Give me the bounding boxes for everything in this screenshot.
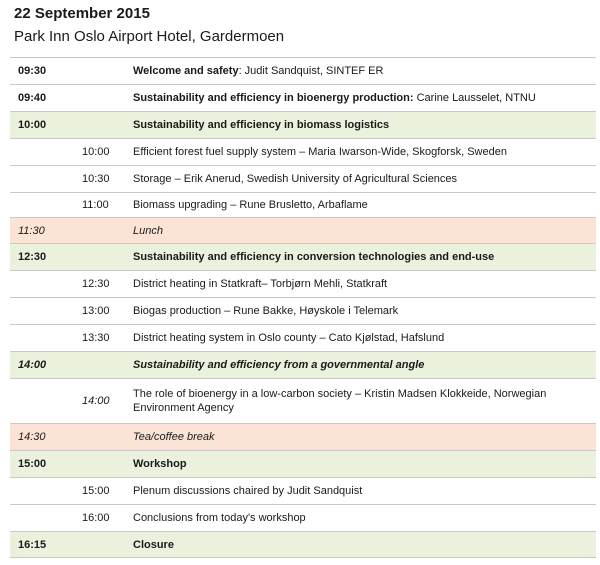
talk-time: 14:00 <box>82 395 110 407</box>
session-time: 09:30 <box>18 65 47 77</box>
agenda-row-section <box>10 351 596 378</box>
talk-title: Biogas production – Rune Bakke, Høyskole i Telemark <box>133 305 399 317</box>
section-title: Sustainability and efficiency in biomass logistics <box>133 119 390 131</box>
section-title: Sustainability and efficiency in conversion technologies and end-use <box>133 251 495 263</box>
session-text <box>133 64 596 78</box>
session-title: Sustainability and efficiency in bioenergy production: <box>133 92 414 104</box>
agenda-table <box>10 57 596 558</box>
talk-title: Conclusions from today's workshop <box>133 512 306 524</box>
agenda-row-session <box>10 57 596 84</box>
session-text <box>133 91 596 105</box>
agenda-row-section <box>10 243 596 270</box>
talk-title: The role of bioenergy in a low-carbon society – Kristin Madsen Klokkeide, Norwegian Environment Agency <box>133 388 547 414</box>
talk-title: Storage – Erik Anerud, Swedish University of Agricultural Sciences <box>133 173 458 185</box>
talk-title: Biomass upgrading – Rune Brusletto, Arbaflame <box>133 199 368 211</box>
agenda-row-section <box>10 531 596 558</box>
session-speaker: : Judit Sandquist, SINTEF ER <box>238 65 384 77</box>
page-header <box>14 4 284 47</box>
agenda-row-talk <box>10 270 596 297</box>
talk-title: Plenum discussions chaired by Judit Sandquist <box>133 485 363 497</box>
section-time: 16:15 <box>18 538 47 551</box>
section-time: 12:30 <box>18 251 47 263</box>
break-label: Tea/coffee break <box>133 431 215 443</box>
agenda-row-talk <box>10 504 596 531</box>
agenda-row-talk <box>10 477 596 504</box>
section-title: Closure <box>133 538 174 551</box>
talk-time: 15:00 <box>82 485 110 497</box>
section-time: 14:00 <box>18 359 47 371</box>
talk-title: District heating system in Oslo county – Cato Kjølstad, Hafslund <box>133 332 445 344</box>
agenda-row-talk <box>10 165 596 192</box>
session-time: 09:40 <box>18 92 47 104</box>
agenda-row-section <box>10 111 596 138</box>
session-title: Welcome and safety <box>133 65 239 77</box>
talk-time: 13:30 <box>82 332 110 344</box>
section-time: 10:00 <box>18 119 47 131</box>
break-time: 14:30 <box>18 431 46 443</box>
agenda-row-talk <box>10 138 596 165</box>
break-time: 11:30 <box>18 224 45 237</box>
event-venue: Park Inn Oslo Airport Hotel, Gardermoen <box>14 28 285 45</box>
agenda-row-session <box>10 84 596 111</box>
agenda-row-talk <box>10 324 596 351</box>
talk-time: 16:00 <box>82 512 110 524</box>
event-date: 22 September 2015 <box>14 5 150 22</box>
agenda-row-break <box>10 423 596 450</box>
session-speaker: Carine Lausselet, NTNU <box>413 92 536 104</box>
agenda-row-talk <box>10 378 596 423</box>
section-time: 15:00 <box>18 458 47 470</box>
talk-time: 10:30 <box>82 173 110 185</box>
talk-time: 10:00 <box>82 146 110 158</box>
agenda-row-talk <box>10 297 596 324</box>
section-title: Workshop <box>133 458 187 470</box>
agenda-row-talk <box>10 192 596 217</box>
talk-time: 12:30 <box>82 278 110 290</box>
break-label: Lunch <box>133 224 163 237</box>
talk-title: Efficient forest fuel supply system – Maria Iwarson-Wide, Skogforsk, Sweden <box>133 146 507 158</box>
talk-title: District heating in Statkraft– Torbjørn Mehli, Statkraft <box>133 278 388 290</box>
talk-time: 13:00 <box>82 305 110 317</box>
section-title: Sustainability and efficiency from a governmental angle <box>133 359 425 371</box>
agenda-row-section <box>10 450 596 477</box>
agenda-row-break <box>10 217 596 243</box>
talk-time: 11:00 <box>82 199 109 211</box>
